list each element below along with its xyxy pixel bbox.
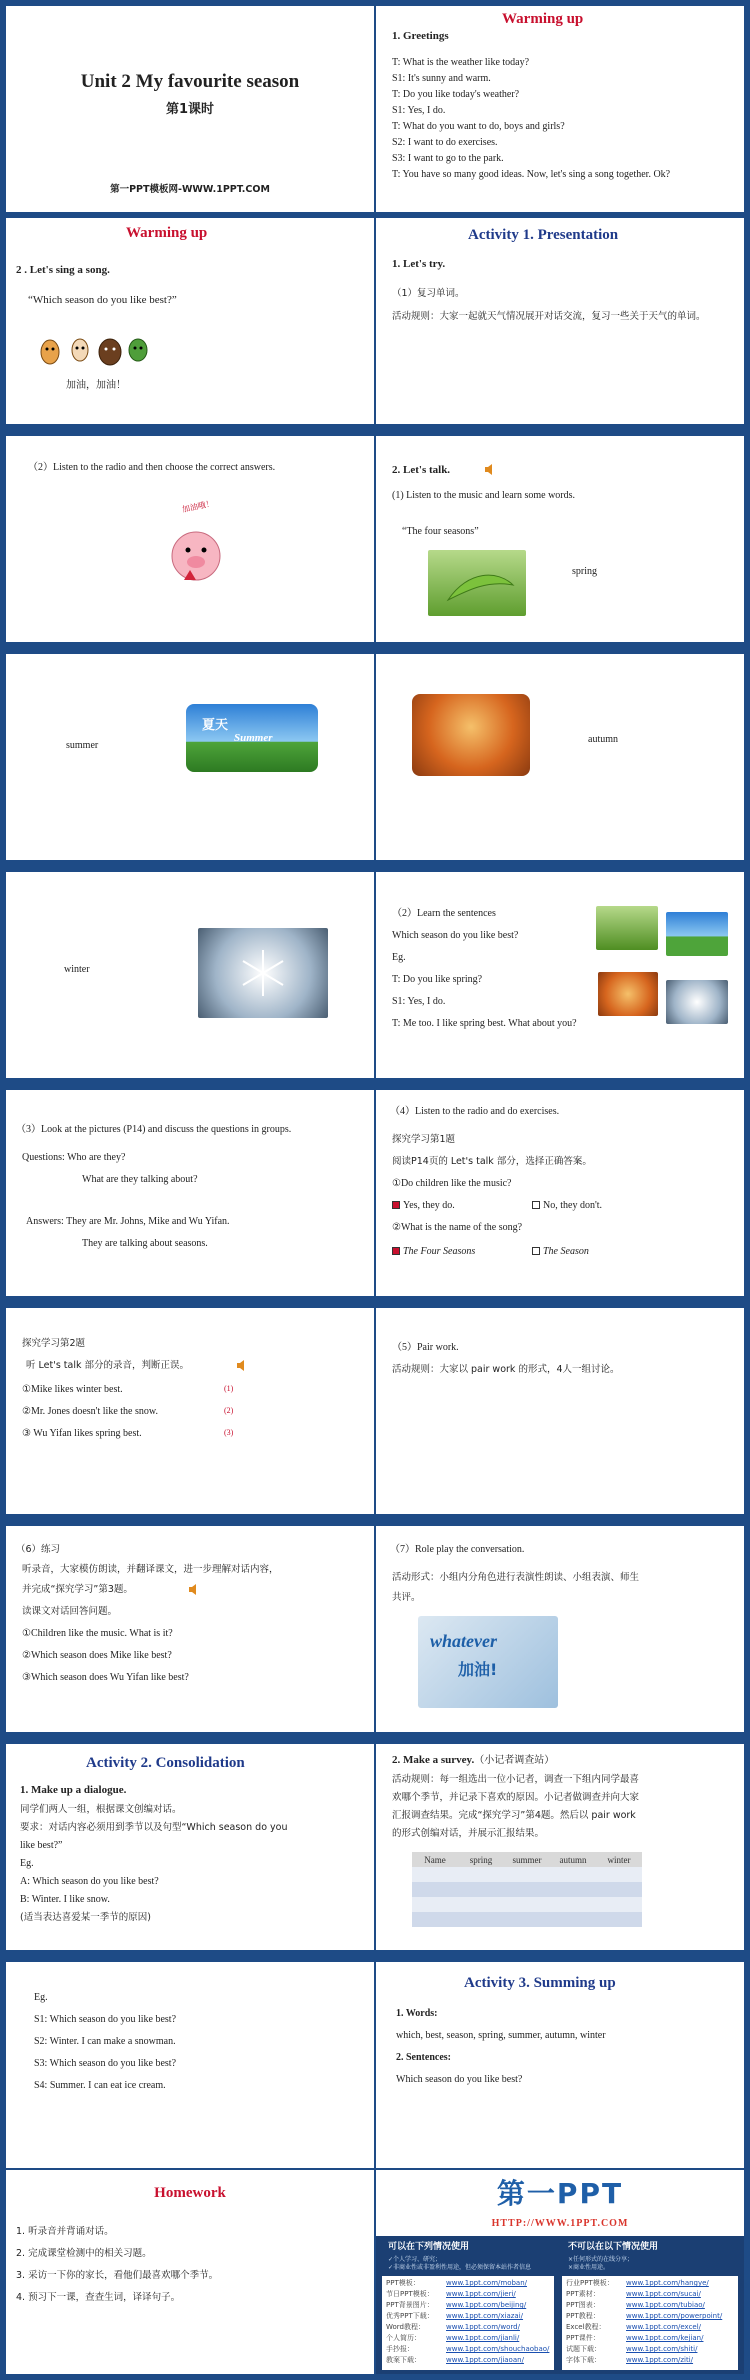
season-word: spring: [572, 566, 597, 577]
section-title: 2 . Let's sing a song.: [16, 264, 110, 276]
section-title: 1. Greetings: [392, 30, 449, 42]
summer-picture: [186, 704, 318, 772]
allowed-note: ✓个人学习、研究；: [388, 2256, 442, 2263]
section-label: 2. Make a survey.: [392, 1754, 475, 1766]
rule-line: 汇报调查结果。完成“探究学习”第4题。然后以 pair work: [392, 1810, 636, 1821]
link[interactable]: www.1ppt.com/ziti/: [626, 2356, 694, 2364]
question-line: Questions: Who are they?: [22, 1152, 126, 1163]
table-row: [412, 1912, 642, 1927]
link[interactable]: www.1ppt.com/excel/: [626, 2323, 702, 2331]
link[interactable]: www.1ppt.com/powerpoint/: [626, 2312, 723, 2320]
answer-line: Answers: They are Mr. Johns, Mike and Wu Yifan.: [26, 1216, 230, 1227]
link-label: PPT背景图片：: [386, 2301, 434, 2309]
sentence-line: T: Do you like spring?: [392, 974, 483, 985]
dialogue-line: S3: I want to go to the park.: [392, 153, 504, 164]
speaker-icon[interactable]: [236, 1360, 248, 1371]
link-label: 教案下载：: [386, 2356, 421, 2364]
statement-line: ③ Wu Yifan likes spring best.: [22, 1428, 142, 1439]
checkbox-checked[interactable]: [392, 1247, 400, 1255]
option-label: The Season: [543, 1246, 589, 1257]
site-url[interactable]: HTTP://WWW.1PPT.COM: [491, 2218, 629, 2229]
link[interactable]: www.1ppt.com/moban/: [446, 2279, 528, 2287]
song-title: “The four seasons”: [402, 526, 479, 537]
slide-7-summer: [6, 654, 374, 860]
link-label: Word教程：: [386, 2323, 425, 2331]
example-line: Eg.: [34, 1992, 48, 2003]
link[interactable]: www.1ppt.com/shouchaobao/: [446, 2345, 550, 2353]
step-text: (1) Listen to the music and learn some words.: [392, 490, 576, 501]
link-label: 手抄报：: [386, 2345, 414, 2353]
forbidden-note: ×商业性用途。: [568, 2264, 610, 2271]
slide-11-discuss: [6, 1090, 374, 1296]
allowed-note: ✓非商业性或非盈利性用途，但必须保留本站作者信息: [388, 2264, 532, 2271]
sentence-line: Eg.: [392, 952, 406, 963]
dialogue-line: S1: Yes, I do.: [392, 105, 446, 116]
step-text: （2）Learn the sentences: [392, 908, 496, 919]
link-label: 节日PPT模板：: [386, 2290, 434, 2298]
speaker-icon[interactable]: [188, 1584, 200, 1595]
dialogue-line: (适当表达喜爱某一季节的原因): [20, 1912, 151, 1923]
slide-14-pair-work: [376, 1308, 744, 1514]
step-text: （6）练习: [16, 1544, 61, 1555]
exercise-instruction: 听 Let's talk 部分的录音，判断正误。: [26, 1360, 190, 1371]
activity-rule: 活动规则：大家以 pair work 的形式，4人一组讨论。: [392, 1364, 620, 1375]
link[interactable]: www.1ppt.com/shiti/: [626, 2345, 698, 2353]
season-word: summer: [66, 740, 99, 751]
statement-line: ①Mike likes winter best.: [22, 1384, 123, 1395]
summer-thumbnail: [666, 912, 728, 956]
step-text: （3）Look at the pictures (P14) and discuss the questions in groups.: [16, 1124, 292, 1135]
speaker-icon[interactable]: [484, 464, 496, 475]
column-header: Name: [412, 1852, 458, 1867]
winter-thumbnail: [666, 980, 728, 1024]
slide-12-exercise-1: [376, 1090, 744, 1296]
slide-13-exercise-2: [6, 1308, 374, 1514]
question-line: What are they talking about?: [82, 1174, 198, 1185]
autumn-picture: [412, 694, 530, 776]
dialogue-line: like best?”: [20, 1840, 63, 1851]
sentence-line: T: Me too. I like spring best. What about you?: [392, 1018, 577, 1029]
slide-19-example: [6, 1962, 374, 2168]
statement-line: ②Mr. Jones doesn't like the snow.: [22, 1406, 158, 1417]
slide-header: Activity 2. Consolidation: [86, 1755, 245, 1771]
activity-rule: 活动规则：大家一起就天气情况展开对话交流，复习一些关于天气的单词。: [392, 311, 706, 322]
link-label: 优秀PPT下载：: [386, 2312, 434, 2320]
slide-20-summing-up: [376, 1962, 744, 2168]
table-row: [412, 1897, 642, 1912]
link-label: 字体下载：: [566, 2356, 601, 2364]
speech-bubble: 加油哦！: [181, 498, 215, 515]
answer-blank[interactable]: (1): [224, 1384, 234, 1393]
season-word: winter: [64, 964, 90, 975]
link-label: 个人简历：: [386, 2334, 421, 2342]
section-title: 2. Let's talk.: [392, 464, 451, 476]
link-label: PPT模板：: [386, 2279, 420, 2287]
column-header: winter: [596, 1852, 642, 1867]
rule-line: 欢哪个季节，并记录下喜欢的原因。小记者做调查并向大家: [392, 1792, 640, 1803]
lesson-label: 第1课时: [165, 102, 215, 117]
link-label: PPT素材：: [566, 2290, 600, 2298]
dialogue-line: B: Winter. I like snow.: [20, 1894, 110, 1905]
picture-caption-en: Summer: [234, 732, 273, 744]
homework-item: 3. 采访一下你的家长，看他们最喜欢哪个季节。: [16, 2270, 219, 2281]
dialogue-line: S2: I want to do exercises.: [392, 137, 498, 148]
checkbox-checked[interactable]: [392, 1201, 400, 1209]
dialogue-line: A: Which season do you like best?: [20, 1876, 159, 1887]
checkbox-unchecked[interactable]: [532, 1201, 540, 1209]
section-label-cn: （小记者调查站）: [474, 1755, 555, 1766]
exercise-question: ①Do children like the music?: [392, 1178, 512, 1189]
link[interactable]: www.1ppt.com/word/: [446, 2323, 520, 2331]
autumn-thumbnail: [598, 972, 658, 1016]
homework-item: 4. 预习下一课，查查生词，译译句子。: [16, 2292, 181, 2303]
question-line: ②Which season does Mike like best?: [22, 1650, 172, 1661]
slide-18-survey: [376, 1744, 744, 1950]
cheer-text: 加油，加油！: [66, 380, 126, 391]
example-line: S3: Which season do you like best?: [34, 2058, 177, 2069]
left-link-list: [382, 2276, 554, 2370]
forbidden-title: 不可以在以下情况使用: [568, 2242, 659, 2252]
slide-header: Activity 1. Presentation: [468, 227, 619, 243]
section-title: 1. Make up a dialogue.: [20, 1784, 127, 1796]
site-logo: 第一PPT: [496, 2177, 624, 2210]
link[interactable]: www.1ppt.com/xiazai/: [446, 2312, 524, 2320]
question-line: ①Children like the music. What is it?: [22, 1628, 173, 1639]
step-text: （2）Listen to the radio and then choose the correct answers.: [28, 462, 276, 473]
homework-item: 2. 完成课堂检测中的相关习题。: [16, 2248, 152, 2259]
dialogue-line: 同学们两人一组，根据课文创编对话。: [20, 1804, 182, 1815]
picture-caption-cn: 加油!: [458, 1660, 498, 1679]
unit-title: Unit 2 My favourite season: [80, 71, 300, 92]
slide-header: Activity 3. Summing up: [464, 1975, 616, 1991]
column-header: summer: [504, 1852, 550, 1867]
question-line: ③Which season does Wu Yifan like best?: [22, 1672, 189, 1683]
survey-table: [412, 1852, 642, 1927]
option-label: Yes, they do.: [403, 1200, 455, 1211]
site-label: 第一PPT模板网-WWW.1PPT.COM: [110, 184, 270, 195]
instruction-line: 并完成“探究学习”第3题。: [22, 1584, 133, 1595]
homework-item: 1. 听录音并背诵对话。: [16, 2226, 114, 2237]
link[interactable]: www.1ppt.com/jianli/: [446, 2334, 520, 2342]
option-yes[interactable]: [392, 1200, 455, 1213]
link[interactable]: www.1ppt.com/beijing/: [446, 2301, 527, 2309]
link-label: PPT课件：: [566, 2334, 600, 2342]
link-label: PPT图表：: [566, 2301, 600, 2309]
slide-15-practice: [6, 1526, 374, 1732]
dialogue-line: T: What do you want to do, boys and girls?: [392, 121, 565, 132]
option-label: No, they don't.: [543, 1200, 603, 1211]
link[interactable]: www.1ppt.com/jieri/: [446, 2290, 516, 2298]
rule-line: 活动规则：每一组选出一位小记者，调查一下组内同学最喜: [392, 1774, 640, 1785]
checkbox-unchecked[interactable]: [532, 1247, 540, 1255]
cheering-vegetables-illustration: [36, 326, 166, 386]
exercise-title: 探究学习第2题: [22, 1338, 86, 1349]
sentences-label: 2. Sentences:: [396, 2052, 451, 2063]
slide-10-learn-sentences: [376, 872, 744, 1078]
slide-17-consolidation: [6, 1744, 374, 1950]
link-label: PPT教程：: [566, 2312, 600, 2320]
link-label: Excel教程：: [566, 2323, 606, 2331]
activity-rule: 共评。: [392, 1592, 421, 1603]
spring-picture: [428, 550, 526, 616]
winter-picture: [198, 928, 328, 1018]
spring-thumbnail: [596, 906, 658, 950]
section-title: 1. Let's try.: [392, 258, 446, 270]
season-word: autumn: [588, 734, 618, 745]
allowed-title: 可以在下列情况使用: [388, 2242, 470, 2252]
slide-header: Homework: [154, 2185, 226, 2201]
link[interactable]: www.1ppt.com/jiaoan/: [446, 2356, 524, 2364]
rule-line: 的形式创编对话，并展示汇报结果。: [392, 1828, 545, 1839]
exercise-instruction: 阅读P14页的 Let's talk 部分，选择正确答案。: [392, 1156, 592, 1167]
example-line: S1: Which season do you like best?: [34, 2014, 177, 2025]
option-four-seasons[interactable]: [392, 1246, 475, 1259]
snowflake-icon: [198, 928, 328, 1018]
song-title: “Which season do you like best?”: [28, 294, 177, 306]
slide-3-song: [6, 218, 374, 424]
link-label: 试题下载：: [566, 2345, 601, 2353]
link[interactable]: www.1ppt.com/kejian/: [626, 2334, 704, 2342]
slide-2-greetings: [376, 6, 744, 212]
sentence-line: Which season do you like best?: [396, 2074, 523, 2085]
whatever-picture: [418, 1616, 558, 1708]
words-list: which, best, season, spring, summer, autumn, winter: [396, 2030, 606, 2041]
sentence-line: S1: Yes, I do.: [392, 996, 446, 1007]
cheering-pig-illustration: [156, 506, 236, 586]
section-title: [392, 1754, 554, 1768]
slide-16-role-play: [376, 1526, 744, 1732]
table-row: [412, 1882, 642, 1897]
slide-1-title: [6, 6, 374, 212]
slide-22-copyright: [376, 2170, 744, 2374]
answer-line: They are talking about seasons.: [82, 1238, 208, 1249]
link[interactable]: www.1ppt.com/tubiao/: [626, 2301, 705, 2309]
table-row: [412, 1867, 642, 1882]
example-line: S2: Winter. I can make a snowman.: [34, 2036, 176, 2047]
exercise-title: 探究学习第1题: [392, 1134, 456, 1145]
usage-panel: [376, 2236, 744, 2374]
slide-header: Warming up: [502, 11, 584, 27]
step-text: （5）Pair work.: [392, 1342, 459, 1353]
answer-blank[interactable]: (3): [224, 1428, 234, 1437]
option-the-season[interactable]: [532, 1246, 589, 1259]
dialogue-line: T: Do you like today's weather?: [392, 89, 520, 100]
exercise-question: ②What is the name of the song?: [392, 1222, 523, 1233]
link[interactable]: www.1ppt.com/sucai/: [626, 2290, 701, 2298]
right-link-list: [562, 2276, 738, 2370]
slide-21-homework: [6, 2170, 374, 2374]
picture-caption-en: whatever: [430, 1631, 497, 1651]
step-text: （4）Listen to the radio and do exercises.: [390, 1106, 560, 1117]
slide-header: Warming up: [126, 225, 208, 241]
slide-4-lets-try: [376, 218, 744, 424]
column-header: spring: [458, 1852, 504, 1867]
link-label: 行业PPT模板：: [566, 2279, 614, 2287]
words-label: 1. Words:: [396, 2008, 438, 2019]
dialogue-line: Eg.: [20, 1858, 34, 1869]
slide-8-autumn: [376, 654, 744, 860]
sentence-line: Which season do you like best?: [392, 930, 519, 941]
option-no[interactable]: [532, 1200, 602, 1213]
activity-rule: 活动形式：小组内分角色进行表演性朗读、小组表演、师生: [392, 1572, 640, 1583]
forbidden-note: ×任何形式的在线分享；: [568, 2256, 634, 2263]
dialogue-line: T: What is the weather like today?: [392, 57, 530, 68]
link[interactable]: www.1ppt.com/hangye/: [626, 2279, 709, 2287]
step-label: （1）复习单词。: [392, 288, 465, 299]
slide-6-lets-talk: [376, 436, 744, 642]
slide-5-listen: [6, 436, 374, 642]
instruction-line: 听录音，大家模仿朗读，并翻译课文，进一步理解对话内容，: [22, 1564, 279, 1575]
example-line: S4: Summer. I can eat ice cream.: [34, 2080, 166, 2091]
dialogue-line: T: You have so many good ideas. Now, let's sing a song together. Ok?: [392, 169, 671, 180]
step-text: （7）Role play the conversation.: [390, 1544, 525, 1555]
instruction-line: 读课文对话回答问题。: [22, 1606, 118, 1617]
option-label: The Four Seasons: [403, 1246, 476, 1257]
column-header: autumn: [550, 1852, 596, 1867]
dialogue-line: 要求：对话内容必须用到季节以及句型“Which season do you: [20, 1822, 288, 1833]
dialogue-line: S1: It's sunny and warm.: [392, 73, 491, 84]
picture-caption-cn: 夏天: [202, 718, 229, 733]
slide-9-winter: [6, 872, 374, 1078]
answer-blank[interactable]: (2): [224, 1406, 234, 1415]
